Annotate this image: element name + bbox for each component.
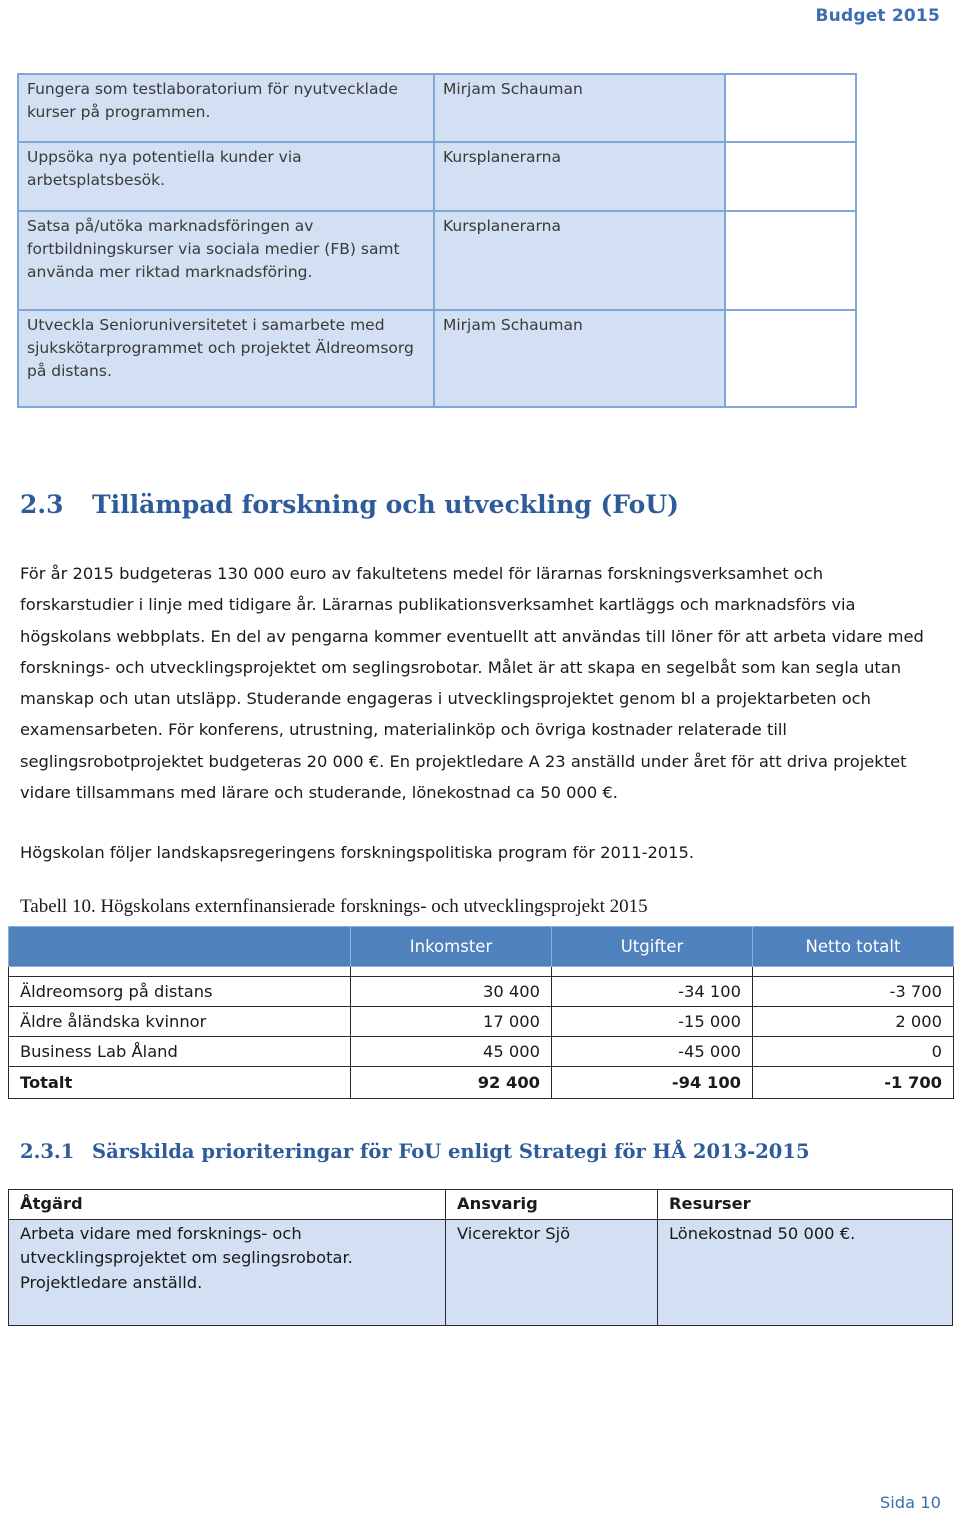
responsible-cell: Mirjam Schauman: [434, 74, 725, 142]
section-heading-2-3: [20, 490, 679, 519]
expense-cell: -15 000: [552, 1007, 753, 1037]
document-header-title: Budget 2015: [815, 6, 940, 26]
table-caption: Tabell 10. Högskolans externfinansierade forsknings- och utvecklingsprojekt 2015: [20, 896, 648, 917]
research-projects-table: [8, 926, 954, 1099]
table-row: [18, 310, 856, 407]
table-row: [18, 74, 856, 142]
expense-cell: -45 000: [552, 1037, 753, 1067]
table-header-row: [9, 1190, 953, 1220]
income-cell: 17 000: [351, 1007, 552, 1037]
total-expense-cell: -94 100: [552, 1067, 753, 1099]
header-cell: Resurser: [658, 1190, 953, 1220]
total-label-cell: Totalt: [9, 1067, 351, 1099]
activity-cell: Uppsöka nya potentiella kunder via arbetsplatsbesök.: [18, 142, 434, 211]
activity-cell: Fungera som testlaboratorium för nyutvecklade kurser på programmen.: [18, 74, 434, 142]
resources-cell: [725, 142, 856, 211]
header-cell: Ansvarig: [446, 1190, 658, 1220]
header-cell: Inkomster: [351, 927, 552, 967]
project-name-cell: Äldre åländska kvinnor: [9, 1007, 351, 1037]
activities-table: [17, 73, 857, 408]
action-cell: Arbeta vidare med forsknings- och utvecklingsprojektet om seglingsrobotar. Projektledare anställd.: [9, 1219, 446, 1325]
section-title: Särskilda prioriteringar för FoU enligt Strategi för HÅ 2013-2015: [92, 1140, 810, 1163]
responsible-cell: Vicerektor Sjö: [446, 1219, 658, 1325]
income-cell: 30 400: [351, 977, 552, 1007]
table-row: [9, 1007, 954, 1037]
table-row: [18, 142, 856, 211]
priorities-table: [8, 1189, 953, 1326]
body-paragraph: Högskolan följer landskapsregeringens forskningspolitiska program för 2011-2015.: [20, 843, 695, 862]
table-row: [9, 1037, 954, 1067]
table-row: [9, 977, 954, 1007]
header-cell: Netto totalt: [753, 927, 954, 967]
expense-cell: -34 100: [552, 977, 753, 1007]
net-cell: -3 700: [753, 977, 954, 1007]
responsible-cell: Kursplanerarna: [434, 211, 725, 310]
table-row: [18, 211, 856, 310]
resources-cell: [725, 74, 856, 142]
net-cell: 0: [753, 1037, 954, 1067]
table-row: [9, 1219, 953, 1325]
net-cell: 2 000: [753, 1007, 954, 1037]
table-header-row: [9, 927, 954, 967]
project-name-cell: Business Lab Åland: [9, 1037, 351, 1067]
header-cell: Åtgärd: [9, 1190, 446, 1220]
body-paragraph: För år 2015 budgeteras 130 000 euro av fakultetens medel för lärarnas forskningsverksamhet och forskarstudier i linje med tidigare år. Lärarnas publikationsverksamhet kartläggs och marknadsförs via högskolans webbplats. En del av pengarna kommer eventuellt att användas till löner för att arbeta vidare med forsknings- och utvecklingsprojektet om seglingsrobotar. Målet är att skapa en segelbåt som kan segla utan manskap och utan utsläpp. Studerande engageras i utvecklingsprojektet genom bl a projektarbeten och examensarbeten. För konferens, utrustning, materialinköp och övriga kostnader relaterade till seglingsrobotprojektet budgeteras 20 000 €. En projektledare A 23 anställd under året för att driva projektet vidare tillsammans med lärare och studerande, lönekostnad ca 50 000 €.: [20, 564, 924, 803]
responsible-cell: Kursplanerarna: [434, 142, 725, 211]
header-cell: Utgifter: [552, 927, 753, 967]
resources-cell: [725, 211, 856, 310]
responsible-cell: Mirjam Schauman: [434, 310, 725, 407]
section-number: 2.3.1: [20, 1140, 75, 1163]
section-title: Tillämpad forskning och utveckling (FoU): [92, 490, 679, 519]
project-name-cell: Äldreomsorg på distans: [9, 977, 351, 1007]
activity-cell: Utveckla Senioruniversitetet i samarbete med sjukskötarprogrammet och projektet Äldreomsorg på distans.: [18, 310, 434, 407]
resources-cell: [725, 310, 856, 407]
section-heading-2-3-1: [20, 1140, 810, 1163]
income-cell: 45 000: [351, 1037, 552, 1067]
total-net-cell: -1 700: [753, 1067, 954, 1099]
table-total-row: [9, 1067, 954, 1099]
spacer-row: [9, 967, 954, 977]
section-number: 2.3: [20, 490, 64, 519]
resources-cell: Lönekostnad 50 000 €.: [658, 1219, 953, 1325]
activity-cell: Satsa på/utöka marknadsföringen av fortbildningskurser via sociala medier (FB) samt använda mer riktad marknadsföring.: [18, 211, 434, 310]
total-income-cell: 92 400: [351, 1067, 552, 1099]
page-number: Sida 10: [879, 1493, 941, 1512]
header-cell: [9, 927, 351, 967]
